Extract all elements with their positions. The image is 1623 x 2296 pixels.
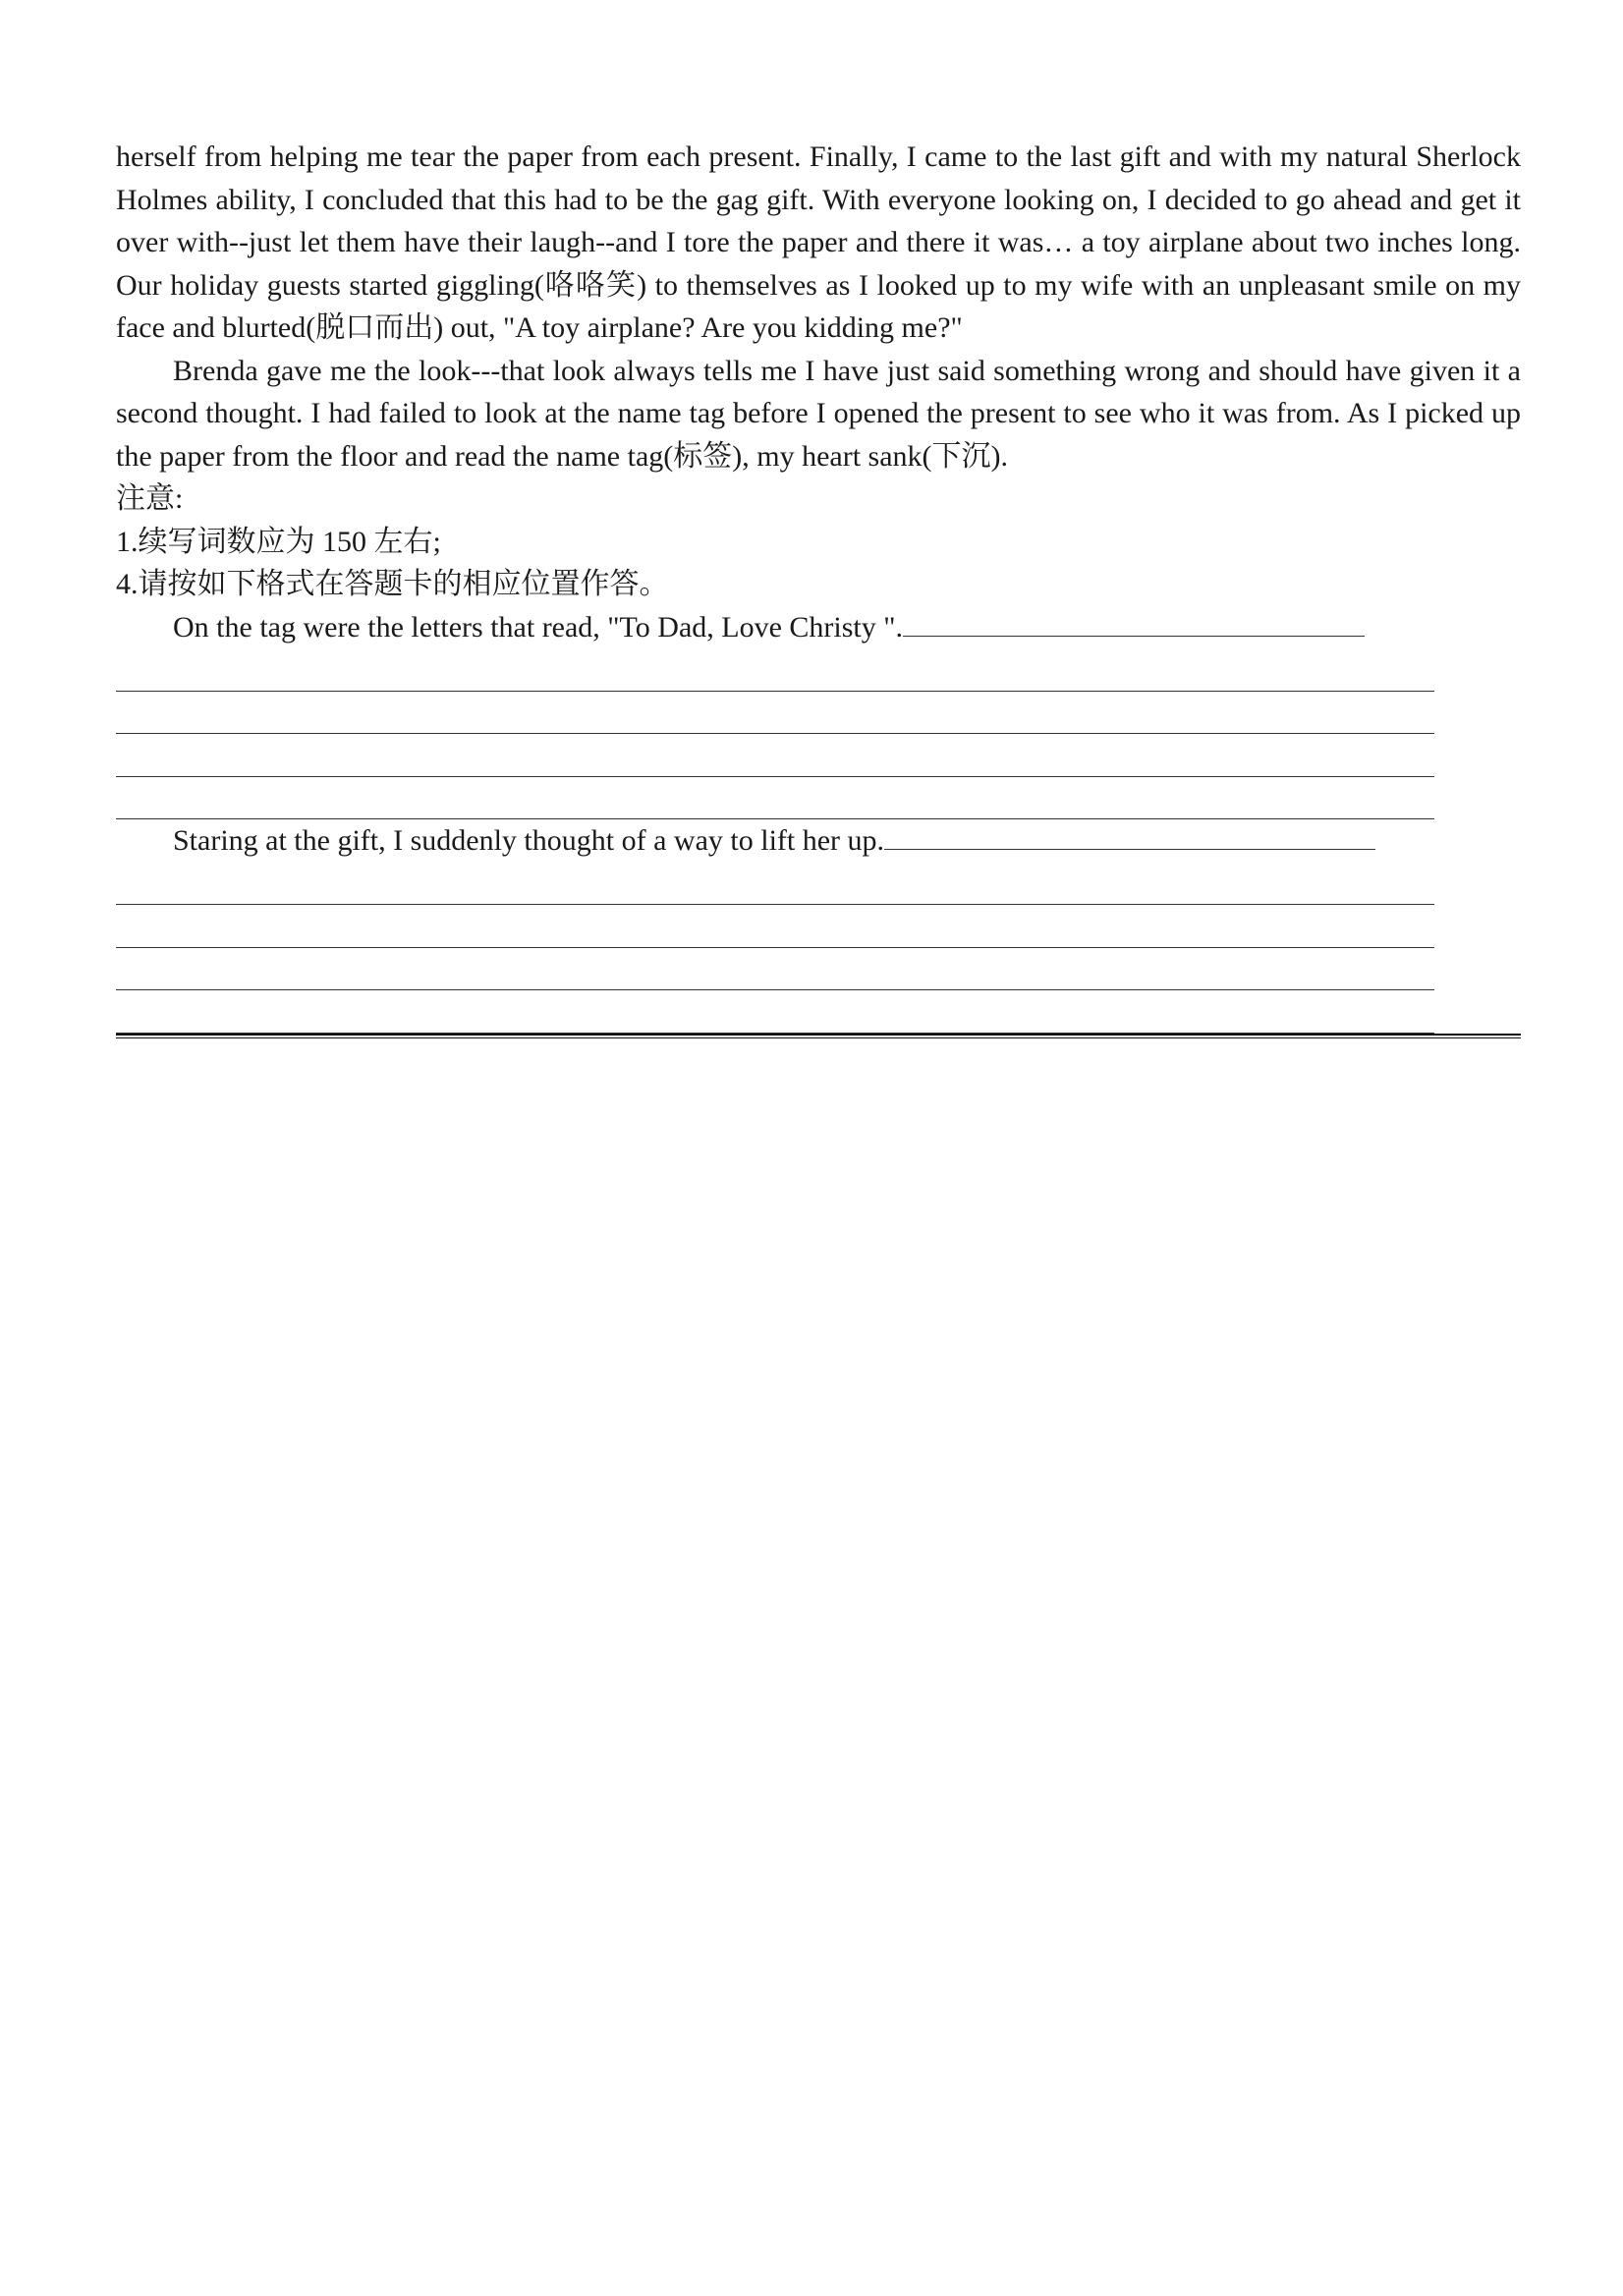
note-item-4: 4.请按如下格式在答题卡的相应位置作答。: [116, 568, 669, 600]
answer-prompt-1-text: On the tag were the letters that read, "To Dad, Love Christy ".: [173, 610, 903, 644]
answer-prompt-1: [116, 606, 1521, 649]
answer-line[interactable]: [116, 692, 1434, 735]
answer-line[interactable]: [116, 990, 1434, 1034]
document-page: [116, 136, 1521, 1039]
bottom-double-rule: [116, 1034, 1521, 1038]
answer-line[interactable]: [116, 948, 1434, 991]
answer-line[interactable]: [116, 648, 1434, 692]
answer-line[interactable]: [116, 734, 1434, 777]
answer-section-2: [116, 819, 1521, 1034]
answer-prompt-2: [116, 819, 1521, 863]
bottom-rule-container: [116, 1034, 1521, 1039]
answer-prompt-2-text: Staring at the gift, I suddenly thought of a way to lift her up.: [173, 824, 885, 857]
answer-blank[interactable]: [884, 819, 1375, 850]
answer-line[interactable]: [116, 777, 1434, 820]
answer-blank[interactable]: [903, 606, 1365, 637]
notes-heading: 注意:: [116, 482, 184, 515]
passage-paragraph-2: Brenda gave me the look---that look always tells me I have just said something wrong and should have given it a second thought. I had failed to look at the name tag before I opened the present to see who it was from. As I picked up the paper from the floor and read the name tag(标签), my heart sank(下沉).: [116, 354, 1521, 473]
answer-section-1: [116, 606, 1521, 820]
answer-line[interactable]: [116, 905, 1434, 948]
answer-line[interactable]: [116, 863, 1434, 906]
passage-paragraph-1: herself from helping me tear the paper from each present. Finally, I came to the last gift and with my natural Sherlock Holmes ability, I concluded that this had to be the gag gift. With everyone looking on, I decided to go ahead and get it over with--just let them have their laugh--and I tore the paper and there it was… a toy airplane about two inches long. Our holiday guests started giggling(咯咯笑) to themselves as I looked up to my wife with an unpleasant smile on my face and blurted(脱口而出) out, "A toy airplane? Are you kidding me?": [116, 140, 1521, 344]
note-item-1: 1.续写词数应为 150 左右;: [116, 525, 441, 558]
